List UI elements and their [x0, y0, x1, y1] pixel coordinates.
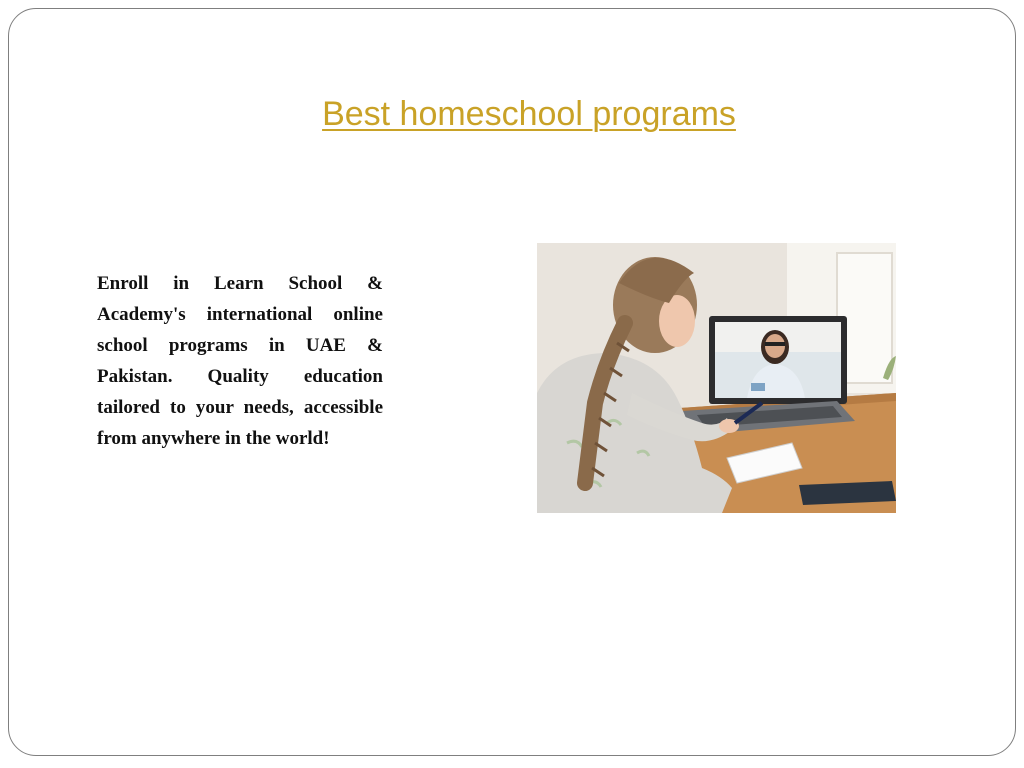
slide-body-text: Enroll in Learn School & Academy's international online school programs in UAE & Pakistan. Quality education tailored to your needs, accessible from anywhere in the world!: [97, 273, 383, 449]
online-class-photo: [537, 243, 896, 513]
slide-title[interactable]: Best homeschool programs: [322, 95, 736, 133]
